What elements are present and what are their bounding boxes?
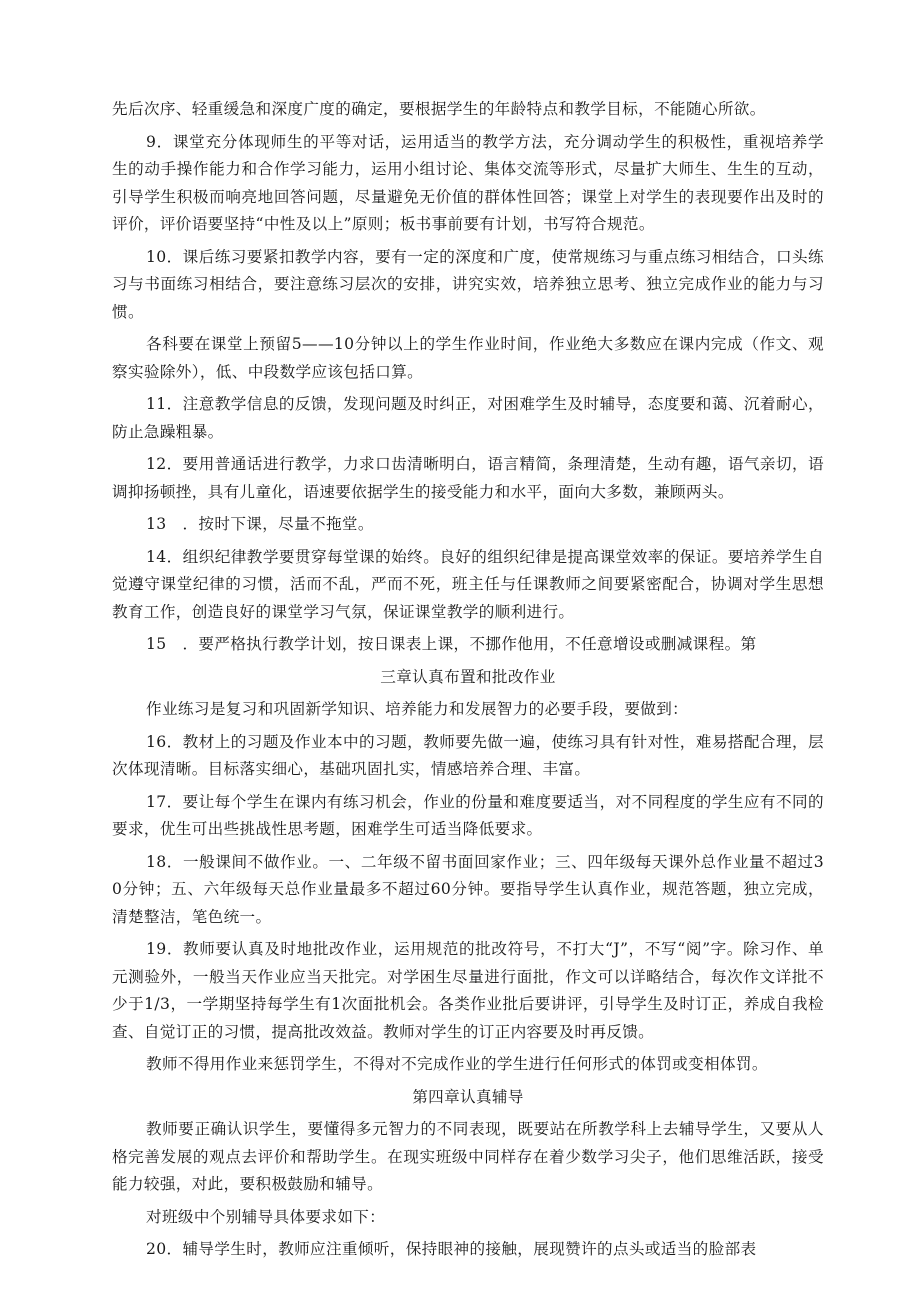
paragraph-item-9: 9．课堂充分体现师生的平等对话，运用适当的教学方法，充分调动学生的积极性，重视培养学生的动手操作能力和合作学习能力，运用小组讨论、集体交流等形式，尽量扩大师生、生生的互动，引导学生积极而响亮地回答问题，尽量避免无价值的群体性回答；课堂上对学生的表现要作出及时的评价，评价语要坚持“中性及以上”原则；板书事前要有计划，书写符合规范。: [112, 132, 824, 233]
paragraph-item-16: 16．教材上的习题及作业本中的习题，教师要先做一遍，使练习具有针对性，难易搭配合理，层次体现清晰。目标落实细心，基础巩固扎实，情感培养合理、丰富。: [112, 732, 824, 778]
paragraph: 先后次序、轻重缓急和深度广度的确定，要根据学生的年龄特点和教学目标，不能随心所欲。: [112, 100, 766, 118]
paragraph-item-15: 15 ．要严格执行教学计划，按日课表上课，不挪作他用，不任意增设或删减课程。第: [146, 635, 757, 653]
paragraph-item-20: 20．辅导学生时，教师应注重倾听，保持眼神的接触，展现赞许的点头或适当的脸部表: [146, 1240, 757, 1258]
paragraph: 各科要在课堂上预留5——10分钟以上的学生作业时间，作业绝大多数应在课内完成（作文、观察实验除外），低、中段数学应该包括口算。: [112, 335, 824, 381]
paragraph-item-12: 12．要用普通话进行教学，力求口齿清晰明白，语言精简，条理清楚，生动有趣，语气亲切，语调抑扬顿挫，具有儿童化，语速要依据学生的接受能力和水平，面向大多数，兼顾两头。: [112, 455, 824, 501]
paragraph-item-10: 10．课后练习要紧扣教学内容，要有一定的深度和广度，使常规练习与重点练习相结合，口头练习与书面练习相结合，要注意练习层次的安排，讲究实效，培养独立思考、独立完成作业的能力与习惯。: [112, 247, 824, 321]
paragraph: 教师不得用作业来惩罚学生，不得对不完成作业的学生进行任何形式的体罚或变相体罚。: [146, 1055, 768, 1073]
paragraph-item-18: 18．一般课间不做作业。一、二年级不留书面回家作业；三、四年级每天课外总作业量不超过30分钟；五、六年级每天总作业量最多不超过60分钟。要指导学生认真作业，规范答题，独立完成，清楚整洁，笔色统一。: [112, 852, 824, 926]
paragraph-item-17: 17．要让每个学生在课内有练习机会，作业的份量和难度要适当，对不同程度的学生应有不同的要求，优生可出些挑战性思考题，困难学生可适当降低要求。: [112, 792, 824, 838]
document-page: [112, 96, 824, 1269]
paragraph: 对班级中个别辅导具体要求如下：: [146, 1207, 386, 1226]
paragraph-item-19: 19．教师要认真及时地批改作业，运用规范的批改符号，不打大“J”，不写“阅”字。除习作、单元测验外，一般当天作业应当天批完。对学困生尽量进行面批，作文可以详略结合，每次作文详批不少于1/3，一学期坚持每学生有1次面批机会。各类作业批后要讲评，引导学生及时订正，养成自我检查、自觉订正的习惯，提高批改效益。教师对学生的订正内容要及时再反馈。: [112, 940, 824, 1041]
paragraph: 教师要正确认识学生，要懂得多元智力的不同表现，既要站在所教学科上去辅导学生，又要从人格完善发展的观点去评价和帮助学生。在现实班级中同样存在着少数学习尖子，他们思维活跃，接受能力较强，对此，要积极鼓励和辅导。: [112, 1120, 824, 1193]
chapter-3-heading: 三章认真布置和批改作业: [380, 667, 556, 686]
paragraph: 作业练习是复习和巩固新学知识、培养能力和发展智力的必要手段，要做到：: [146, 700, 689, 718]
chapter-4-heading: 第四章认真辅导: [412, 1087, 524, 1106]
paragraph-item-11: 11．注意教学信息的反馈，发现问题及时纠正，对困难学生及时辅导，态度要和蔼、沉着耐心，防止急躁粗暴。: [112, 395, 824, 441]
paragraph-item-14: 14．组织纪律教学要贯穿每堂课的始终。良好的组织纪律是提高课堂效率的保证。要培养学生自觉遵守课堂纪律的习惯，活而不乱，严而不死，班主任与任课教师之间要紧密配合，协调对学生思想教育工作，创造良好的课堂学习气氛，保证课堂教学的顺利进行。: [112, 547, 824, 621]
paragraph-item-13: 13 ．按时下课，尽量不拖堂。: [146, 515, 374, 533]
